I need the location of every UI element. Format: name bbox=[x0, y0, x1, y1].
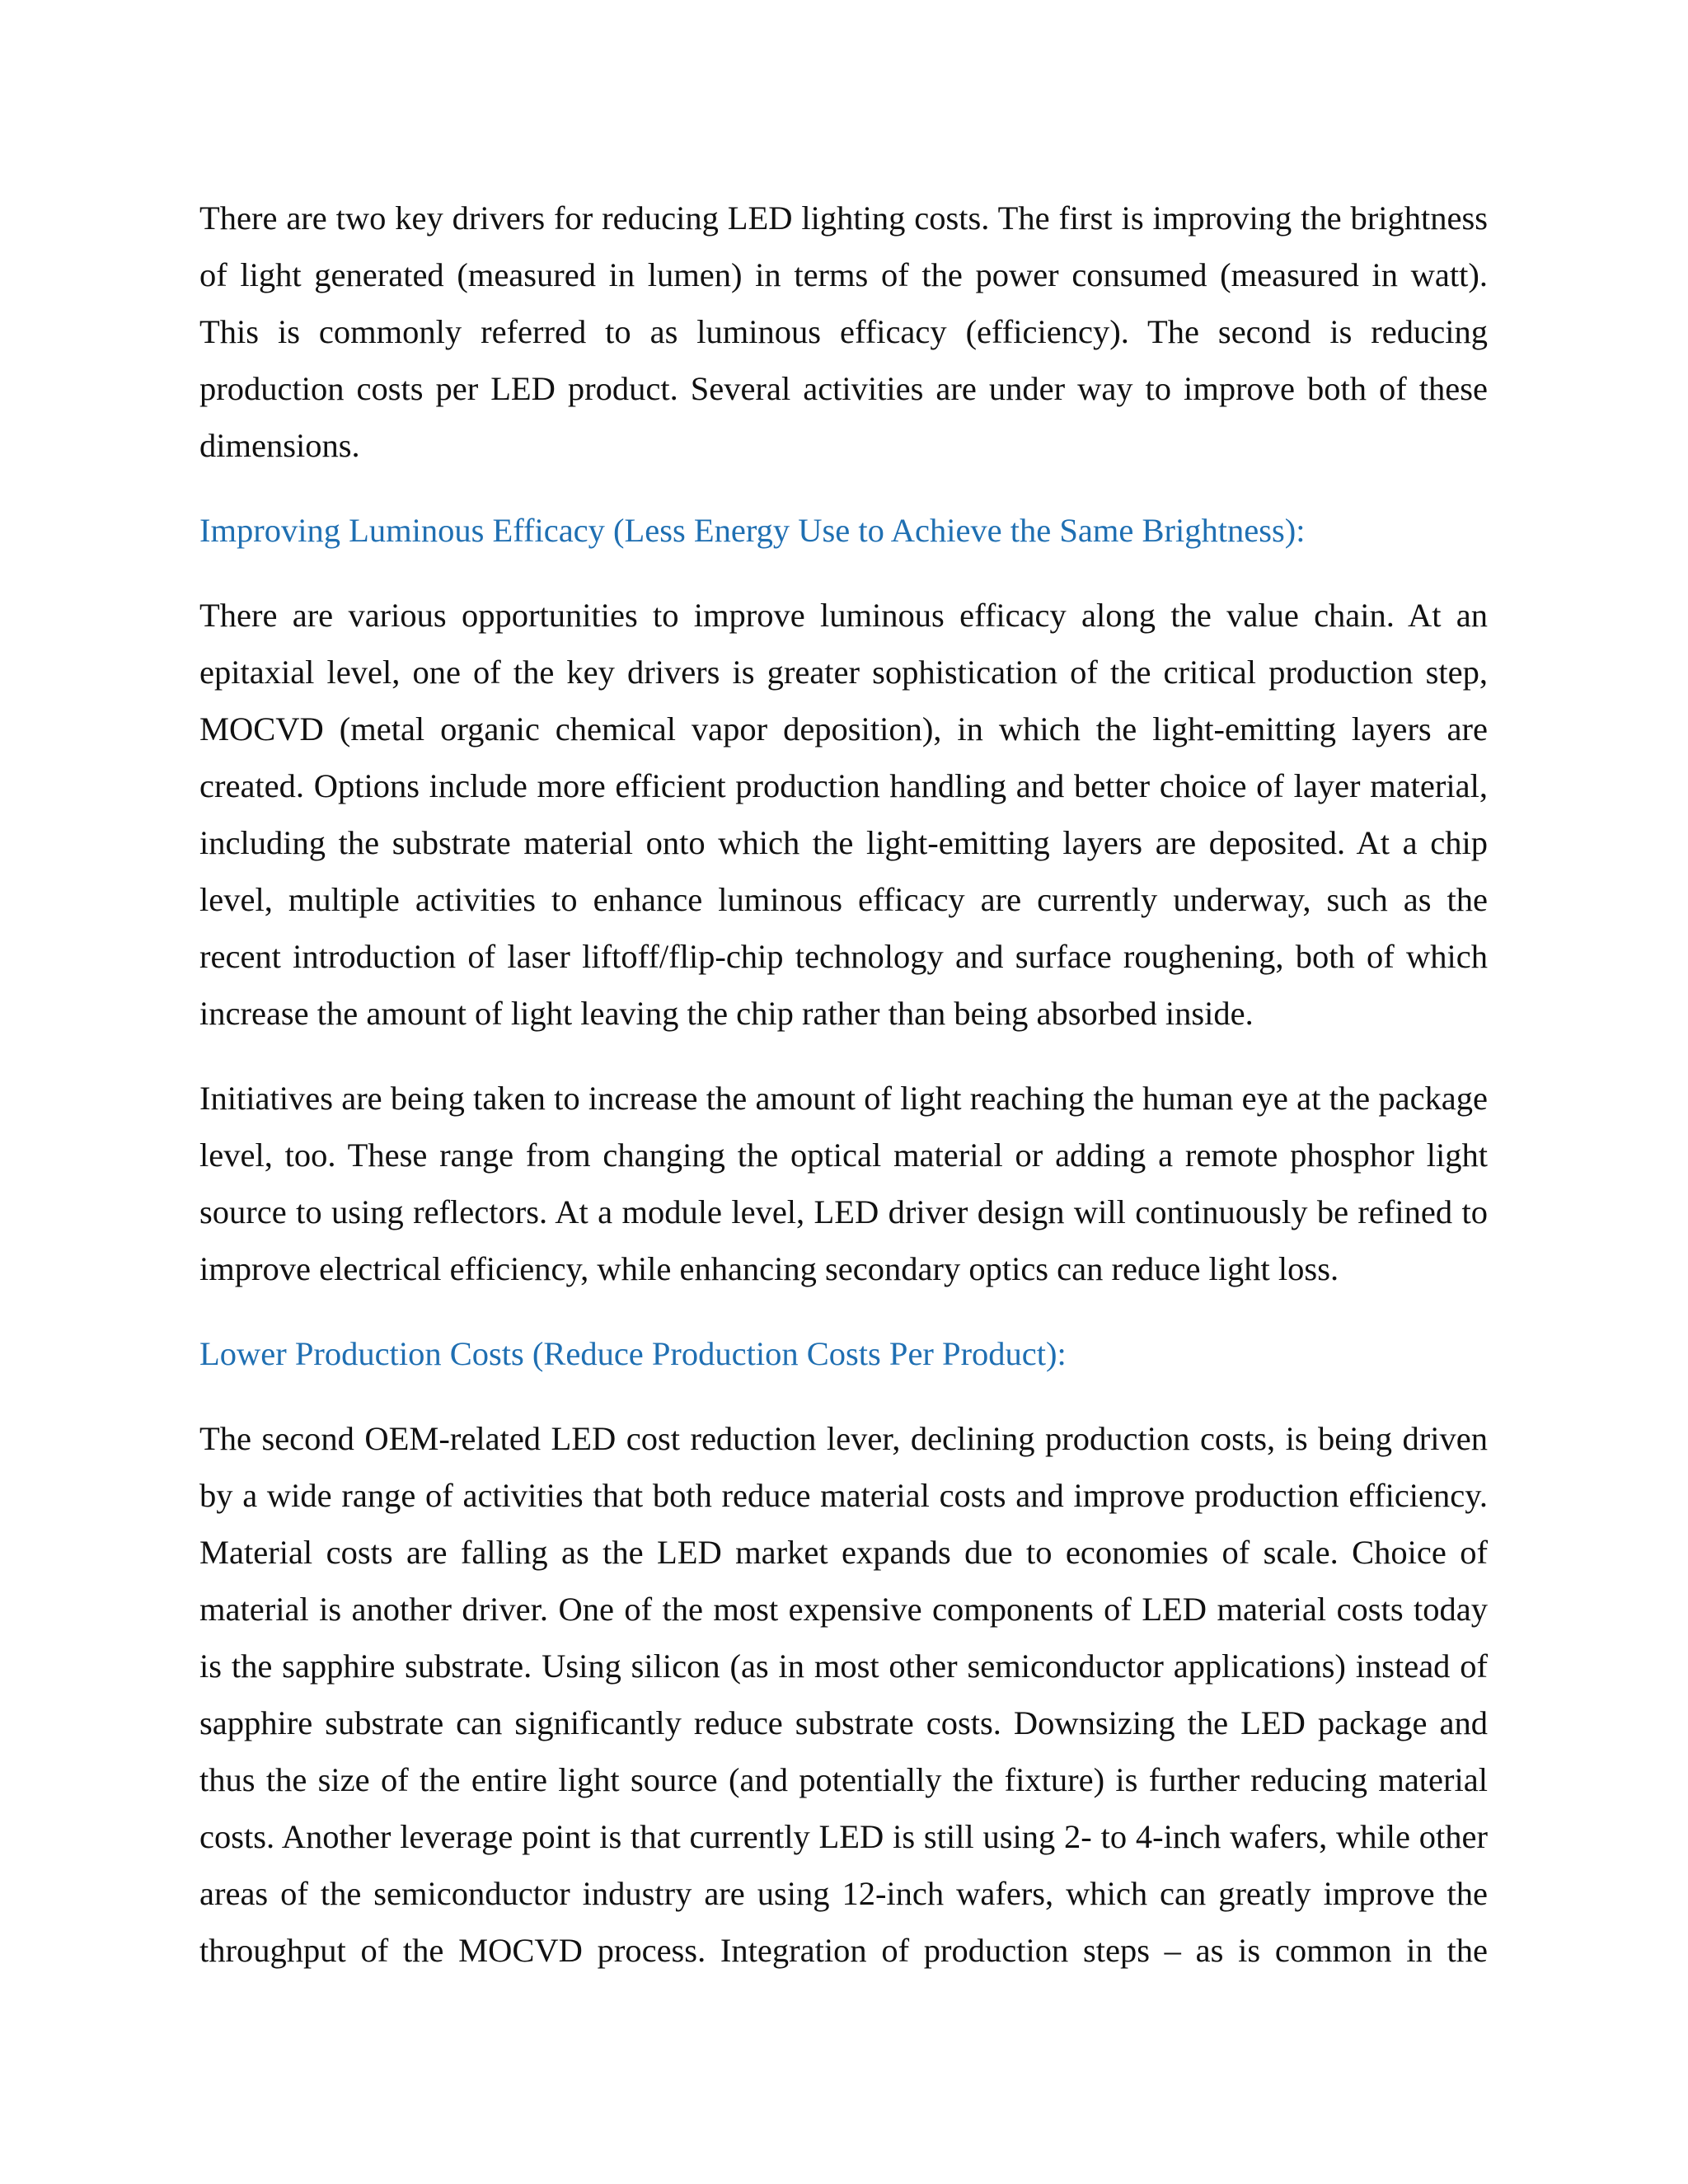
production-paragraph-1: The second OEM-related LED cost reduction lever, declining production costs, is being driven by a wide range of activities that both reduce material costs and improve production efficiency. Material costs are falling as the LED market expands due to economies of scale. Choice of material is another driver. One of the most expensive components of LED material costs today is the sapphire substrate. Using silicon (as in most other semiconductor applications) instead of sapphire substrate can significantly reduce substrate costs. Downsizing the LED package and thus the size of the entire light source (and potentially the fixture) is further reducing material costs. Another leverage point is that currently LED is still using 2- to 4-inch wafers, while other areas of the semiconductor industry are using 12-inch wafers, which can greatly improve the throughput of the MOCVD process. Integration of production steps – as is common in the bbox=[199, 1420, 1488, 1969]
intro-paragraph: There are two key drivers for reducing LED lighting costs. The first is improving the brightness of light generated (measured in lumen) in terms of the power consumed (measured in watt). This is commonly referred to as luminous efficacy (efficiency). The second is reducing production costs per LED product. Several activities are under way to improve both of these dimensions. bbox=[199, 199, 1488, 464]
efficacy-paragraph-1: There are various opportunities to improve luminous efficacy along the value chain. At an epitaxial level, one of the key drivers is greater sophistication of the critical production step, MOCVD (metal organic chemical vapor deposition), in which the light-emitting layers are created. Options include more efficient production handling and better choice of layer material, including the substrate material onto which the light-emitting layers are deposited. At a chip level, multiple activities to enhance luminous efficacy are currently underway, such as the recent introduction of laser liftoff/flip-chip technology and surface roughening, both of which increase the amount of light leaving the chip rather than being absorbed inside. bbox=[199, 597, 1488, 1032]
document-page bbox=[199, 190, 1488, 1979]
efficacy-paragraph-2: Initiatives are being taken to increase the amount of light reaching the human eye at the package level, too. These range from changing the optical material or adding a remote phosphor light source to using reflectors. At a module level, LED driver design will continuously be refined to improve electrical efficiency, while enhancing secondary optics can reduce light loss. bbox=[199, 1080, 1488, 1287]
section-heading-production-costs: Lower Production Costs (Reduce Production Costs Per Product): bbox=[199, 1335, 1067, 1372]
section-heading-luminous-efficacy: Improving Luminous Efficacy (Less Energy Use to Achieve the Same Brightness): bbox=[199, 512, 1306, 549]
